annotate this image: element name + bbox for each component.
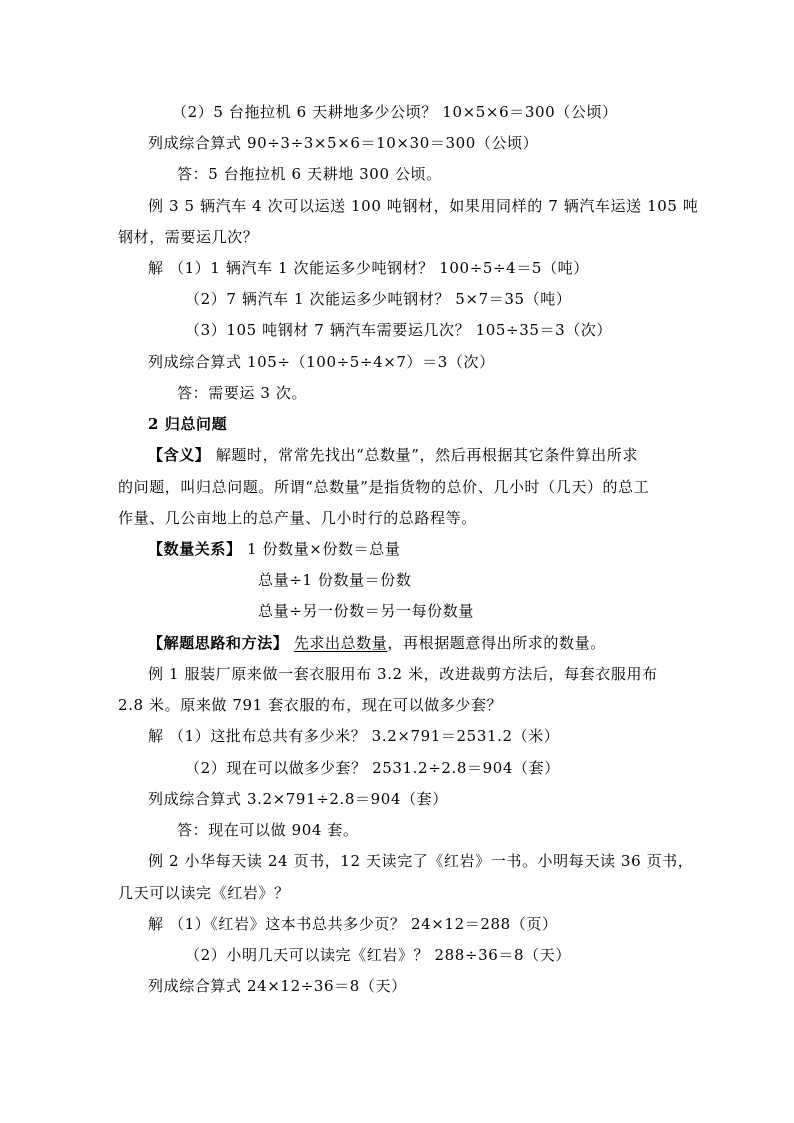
solution-line: （2）现在可以做多少套？ 2531.2÷2.8＝904（套） [185, 759, 560, 777]
example-line: 例 2 小华每天读 24 页书，12 天读完了《红岩》一书。小明每天读 36 页书， [148, 852, 694, 870]
definition-text: 解题时，常常先找出“总数量”，然后再根据其它条件算出所求 [210, 446, 638, 464]
answer-line: 答：需要运 3 次。 [177, 384, 308, 402]
text-line: 列成综合算式 90÷3÷3×5×6＝10×30＝300（公顷） [148, 134, 539, 152]
solution-line: （2）7 辆汽车 1 次能运多少吨钢材？ 5×7＝35（吨） [185, 290, 572, 308]
text-line: 列成综合算式 3.2×791÷2.8＝904（套） [148, 790, 448, 808]
relation-text: 1 份数量×份数＝总量 [241, 540, 401, 558]
text-line: 的问题，叫归总问题。所谓“总数量”是指货物的总价、几小时（几天）的总工 [118, 478, 650, 496]
text-line: 2.8 米。原来做 791 套衣服的布，现在可以做多少套？ [118, 696, 503, 714]
method-label: 【解题思路和方法】 [148, 634, 289, 652]
text-line: （2）5 台拖拉机 6 天耕地多少公顷？ 10×5×6＝300（公顷） [172, 103, 618, 121]
section-heading: 2 归总问题 [148, 415, 228, 433]
example-line: 例 3 5 辆汽车 4 次可以运送 100 吨钢材，如果用同样的 7 辆汽车运送 105 吨 [148, 197, 699, 215]
text-line: 几天可以读完《红岩》？ [118, 884, 290, 902]
text-line: 钢材，需要运几次？ [118, 228, 259, 246]
answer-line: 答：5 台拖拉机 6 天耕地 300 公顷。 [177, 165, 442, 183]
text-line: 作量、几公亩地上的总产量、几小时行的总路程等。 [118, 509, 477, 527]
method-text: ，再根据题意得出所求的数量。 [387, 634, 606, 652]
solution-line: 解 （1）这批布总共有多少米？ 3.2×791＝2531.2（米） [148, 727, 560, 745]
definition-label: 【含义】 [148, 446, 211, 464]
formula-line: 总量÷另一份数＝另一每份数量 [258, 602, 474, 620]
method-key-phrase: 先求出总数量 [293, 634, 388, 652]
method-line [148, 632, 606, 654]
relation-line [148, 538, 400, 560]
solution-line: （3）105 吨钢材 7 辆汽车需要运几次？ 105÷35＝3（次） [185, 321, 613, 339]
solution-line: 解 （1）1 辆汽车 1 次能运多少吨钢材？ 100÷5÷4＝5（吨） [148, 259, 589, 277]
text-line: 列成综合算式 24×12÷36＝8（天） [148, 977, 407, 995]
answer-line: 答：现在可以做 904 套。 [177, 821, 359, 839]
text-line: 列成综合算式 105÷（100÷5÷4×7）＝3（次） [148, 353, 495, 371]
solution-line: （2）小明几天可以读完《红岩》？ 288÷36＝8（天） [185, 946, 571, 964]
formula-line: 总量÷1 份数量＝份数 [258, 571, 412, 589]
example-line: 例 1 服装厂原来做一套衣服用布 3.2 米，改进裁剪方法后，每套衣服用布 [148, 665, 658, 683]
solution-line: 解 （1）《红岩》这本书总共多少页？ 24×12＝288（页） [148, 915, 558, 933]
relation-label: 【数量关系】 [148, 540, 242, 558]
definition-line [148, 444, 638, 466]
